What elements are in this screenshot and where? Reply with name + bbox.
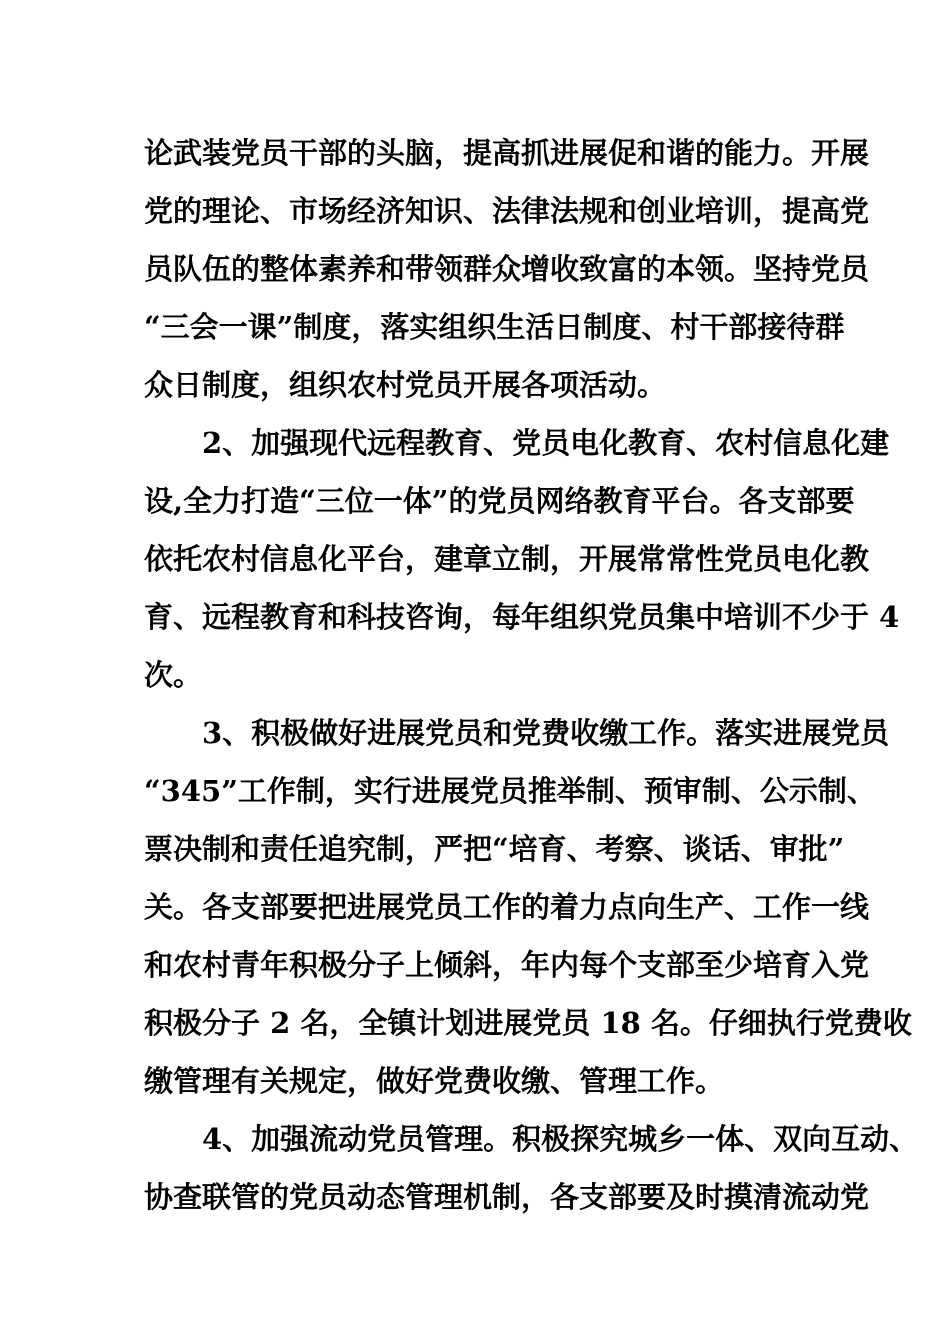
- text-line: 和农村青年积极分子上倾斜，年内每个支部至少培育入党: [144, 948, 870, 982]
- paragraph-2-start: 2、加强现代远程教育、党员电化教育、农村信息化建: [202, 426, 890, 460]
- text-line: 众日制度，组织农村党员开展各项活动。: [144, 368, 667, 402]
- text-line: 育、远程教育和科技咨询，每年组织党员集中培训不少于 4: [144, 600, 900, 634]
- text-line: 关。各支部要把进展党员工作的着力点向生产、工作一线: [144, 890, 870, 924]
- text-line: 依托农村信息化平台，建章立制，开展常常性党员电化教: [144, 542, 870, 576]
- paragraph-3-start: 3、积极做好进展党员和党费收缴工作。落实进展党员: [202, 716, 890, 750]
- text-line: 积极分子 2 名，全镇计划进展党员 18 名。仔细执行党费收: [144, 1006, 912, 1040]
- text-line: 设,全力打造“三位一体”的党员网络教育平台。各支部要: [144, 484, 855, 518]
- text-line: 缴管理有关规定，做好党费收缴、管理工作。: [144, 1064, 725, 1098]
- text-line: 论武装党员干部的头脑，提高抓进展促和谐的能力。开展: [144, 136, 870, 170]
- text-line: “345”工作制，实行进展党员推举制、预审制、公示制、: [144, 774, 876, 808]
- body-text: [144, 124, 919, 1226]
- text-line: 党的理论、市场经济知识、法律法规和创业培训，提高党: [144, 194, 870, 228]
- text-line: 员队伍的整体素养和带领群众增收致富的本领。坚持党员: [144, 252, 870, 286]
- text-line: 次。: [144, 658, 203, 692]
- paragraph-4-start: 4、加强流动党员管理。积极探究城乡一体、双向互动、: [202, 1122, 919, 1156]
- text-line: 协查联管的党员动态管理机制，各支部要及时摸清流动党: [144, 1180, 870, 1214]
- text-line: “三会一课”制度，落实组织生活日制度、村干部接待群: [144, 310, 845, 344]
- text-line: 票决制和责任追究制，严把“培育、考察、谈话、审批”: [144, 832, 845, 866]
